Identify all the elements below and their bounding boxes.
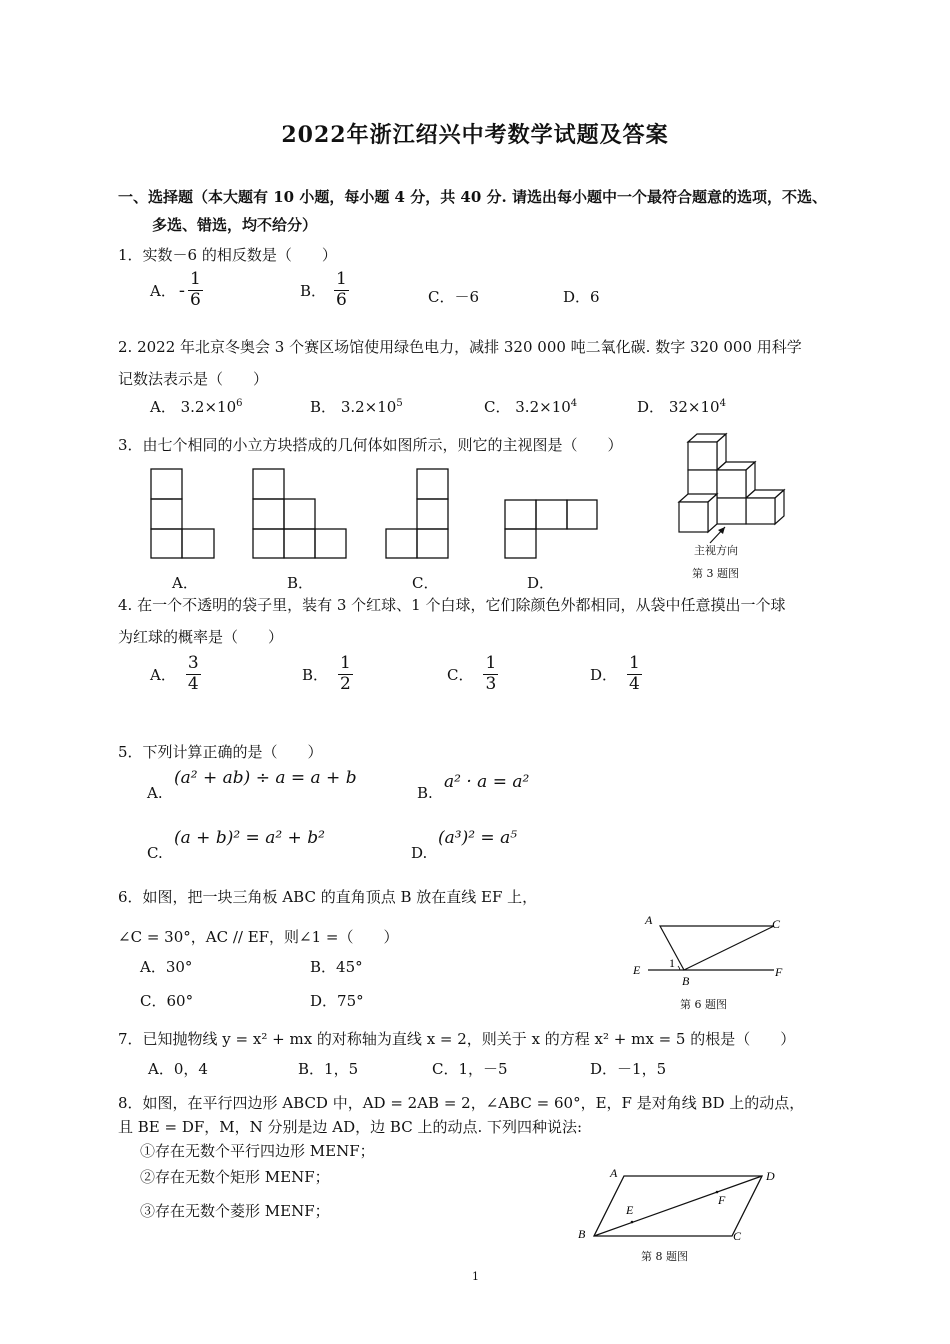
q1-a-sign: - (178, 279, 185, 301)
page-number: 1 (472, 1270, 479, 1283)
q3-cube-figure (670, 428, 800, 588)
q2-c-label: C． (484, 398, 511, 416)
q4-c-fraction (483, 654, 498, 694)
q6-option-d[interactable]: D．75° (310, 992, 364, 1010)
q4-b-fraction (338, 654, 353, 694)
q4-a-fraction (186, 654, 201, 694)
q6-figure-caption: 第 6 题图 (680, 998, 727, 1011)
label-F: F (775, 965, 783, 979)
q3-option-b[interactable]: B． (287, 574, 314, 592)
q1-b-label: B． (300, 281, 327, 300)
q3-figure-d (505, 500, 597, 558)
q7-option-b[interactable]: B．1，5 (298, 1060, 359, 1078)
q8-figure (572, 1162, 792, 1246)
q2-d-value: 32×10 (668, 398, 720, 416)
q6-option-a[interactable]: A．30° (140, 958, 193, 976)
denominator: 6 (189, 289, 201, 310)
denominator: 2 (340, 673, 351, 694)
q5-option-d[interactable]: (a³)² = a⁵ (438, 828, 518, 848)
q4-c-label: C． (447, 665, 474, 684)
q1-stem: 1．实数－6 的相反数是（ ） (118, 246, 337, 264)
q8-statement-1: ①存在无数个平行四边形 MENF； (140, 1142, 375, 1160)
q2-a-exp: 6 (236, 398, 243, 409)
q5-option-a[interactable]: (a² + ab) ÷ a = a + b (174, 768, 357, 788)
q4-stem: 4. 在一个不透明的袋子里，装有 3 个红球、1 个白球，它们除颜色外都相同，从袋中任意摸出一个球 (118, 596, 786, 614)
q4-option-a[interactable] (150, 654, 201, 694)
q8-stem: 8．如图，在平行四边形 ABCD 中，AD = 2AB = 2，∠ABC = 60°，E，F 是对角线 BD 上的动点， (118, 1094, 805, 1112)
q2-b-label: B． (310, 398, 337, 416)
q8-stem-cont: 且 BE = DF，M，N 分别是边 AD，边 BC 上的动点. 下列四种说法: (118, 1118, 583, 1136)
q2-b-value: 3.2×10 (340, 398, 397, 416)
label-B: B (578, 1227, 586, 1241)
q2-option-b[interactable] (310, 396, 403, 417)
q4-d-label: D． (590, 665, 618, 684)
label-B: B (682, 974, 690, 988)
q2-d-label: D． (637, 398, 665, 416)
q2-option-a[interactable] (150, 396, 243, 417)
section-heading: 一、选择题（本大题有 10 小题，每小题 4 分，共 40 分. 请选出每小题中一个最符合题意的选项，不选、 (118, 188, 827, 206)
q4-option-d[interactable] (590, 654, 642, 694)
q6-option-b[interactable]: B．45° (310, 958, 363, 976)
q4-a-label: A． (150, 665, 176, 684)
numerator: 1 (340, 653, 351, 673)
numerator: 1 (485, 653, 497, 673)
q4-d-fraction (627, 654, 642, 694)
q7-option-c[interactable]: C．1，－5 (432, 1060, 508, 1078)
q3-figure-caption: 第 3 题图 (692, 567, 739, 580)
numerator: 1 (336, 269, 347, 289)
q7-stem: 7．已知抛物线 y = x² + mx 的对称轴为直线 x = 2，则关于 x 的方程 x² + mx = 5 的根是（ ） (118, 1030, 796, 1048)
q7-option-d[interactable]: D．－1，5 (590, 1060, 667, 1078)
q1-option-b[interactable] (300, 270, 349, 310)
q6-option-c[interactable]: C．60° (140, 992, 194, 1010)
q5-b-label: B. (417, 784, 433, 802)
q5-stem: 5．下列计算正确的是（ ） (118, 743, 323, 761)
q2-option-d[interactable] (637, 396, 726, 417)
denominator: 3 (485, 673, 497, 694)
numerator: 3 (187, 653, 199, 673)
numerator: 1 (629, 653, 640, 673)
denominator: 6 (336, 289, 347, 310)
q2-c-exp: 4 (570, 398, 578, 409)
label-C: C (733, 1229, 742, 1243)
q1-a-label: A． (150, 281, 176, 300)
q3-option-c[interactable]: C． (412, 574, 439, 592)
label-A: A (645, 913, 653, 927)
q1-option-c[interactable]: C．－6 (428, 288, 480, 306)
page-title: 2022年浙江绍兴中考数学试题及答案 (281, 122, 669, 148)
q4-b-label: B． (302, 665, 329, 684)
q6-stem: 6．如图，把一块三角板 ABC 的直角顶点 B 放在直线 EF 上， (118, 888, 538, 906)
q2-b-exp: 5 (396, 398, 403, 409)
q3-figure-b (253, 469, 346, 558)
q2-stem-cont: 记数法表示是（ ） (118, 370, 269, 388)
q5-c-label: C. (147, 844, 163, 862)
q8-figure-caption: 第 8 题图 (641, 1250, 688, 1263)
q3-option-d[interactable]: D． (527, 574, 555, 592)
q2-c-value: 3.2×10 (515, 398, 571, 416)
label-angle-1: 1 (669, 956, 675, 970)
q3-option-a[interactable]: A． (172, 574, 198, 592)
q5-d-label: D. (411, 844, 428, 862)
q3-option-figures (140, 462, 620, 562)
q4-option-c[interactable] (447, 654, 498, 694)
q5-a-label: A. (147, 784, 163, 802)
q1-a-fraction (188, 270, 203, 310)
q4-stem-cont: 为红球的概率是（ ） (118, 628, 284, 646)
q7-option-a[interactable]: A．0，4 (148, 1060, 208, 1078)
q6-stem-cont: ∠C = 30°，AC // EF，则∠1 =（ ） (118, 928, 399, 946)
denominator: 4 (629, 673, 640, 694)
q1-option-d[interactable]: D．6 (563, 288, 600, 306)
q8-statement-3: ③存在无数个菱形 MENF； (140, 1202, 330, 1220)
q1-option-a[interactable] (150, 270, 203, 310)
q1-b-fraction (334, 270, 349, 310)
label-A: A (610, 1166, 618, 1180)
q3-figure-a (151, 469, 214, 558)
q3-figure-c (386, 469, 448, 558)
q8-statement-2: ②存在无数个矩形 MENF； (140, 1168, 330, 1186)
label-E: E (626, 1203, 634, 1217)
label-F: F (718, 1193, 726, 1207)
numerator: 1 (189, 269, 201, 289)
q6-figure (626, 912, 796, 992)
q2-option-c[interactable] (484, 396, 577, 417)
q5-option-b[interactable]: a² · a = a² (444, 772, 530, 792)
q2-stem: 2. 2022 年北京冬奥会 3 个赛区场馆使用绿色电力，减排 320 000 吨二氧化碳. 数字 320 000 用科学 (118, 338, 802, 356)
section-heading-cont: 多选、错选，均不给分） (152, 216, 318, 234)
q3-stem: 3．由七个相同的小立方块搭成的几何体如图所示，则它的主视图是（ ） (118, 436, 623, 454)
denominator: 4 (187, 673, 199, 694)
label-D: D (766, 1169, 775, 1183)
q4-option-b[interactable] (302, 654, 353, 694)
q2-a-value: 3.2×10 (180, 398, 237, 416)
q2-a-label: A． (150, 398, 176, 416)
q5-option-c[interactable]: (a + b)² = a² + b² (174, 828, 325, 848)
q2-d-exp: 4 (719, 398, 726, 409)
q3-view-label: 主视方向 (694, 544, 738, 557)
label-C: C (772, 917, 781, 931)
label-E: E (633, 963, 641, 977)
